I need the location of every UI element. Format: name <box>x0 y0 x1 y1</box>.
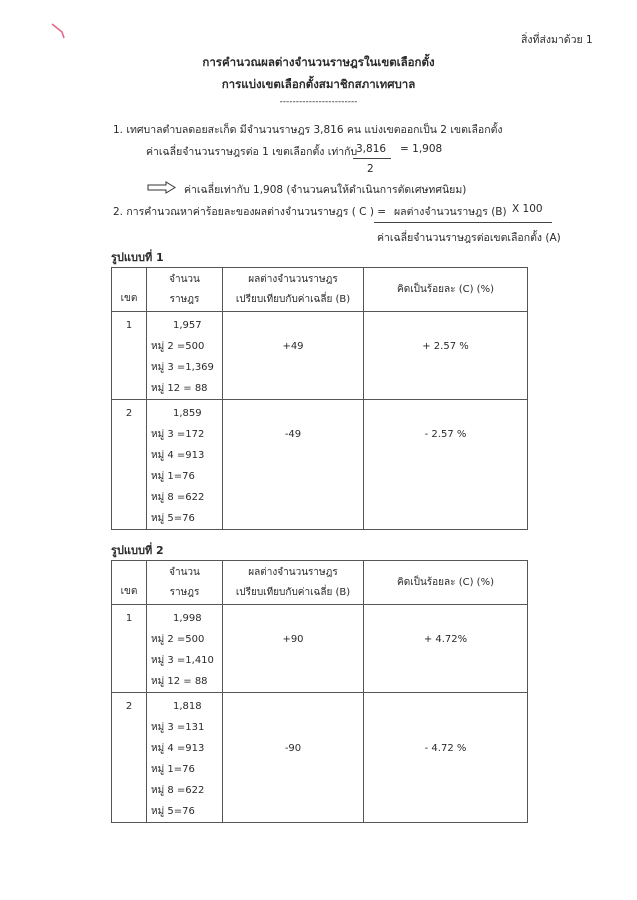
header-population-line2: ราษฎร <box>169 586 200 598</box>
attachment-label: สิ่งที่ส่งมาด้วย 1 <box>521 34 593 46</box>
population-total: 1,957 <box>173 320 202 331</box>
header-difference-line1: ผลต่างจำนวนราษฎร <box>248 566 338 578</box>
average-label: ค่าเฉลี่ยจำนวนราษฎรต่อ 1 เขตเลือกตั้ง เท่ากับ <box>146 146 358 158</box>
header-population-line1: จำนวน <box>169 273 200 285</box>
corner-mark-icon <box>50 22 68 40</box>
population-total: 1,818 <box>173 701 202 712</box>
model-2-label: รูปแบบที่ 2 <box>111 544 164 557</box>
calc-item-2: 2. การคำนวณหาค่าร้อยละของผลต่างจำนวนราษฎร ( C ) = <box>113 206 387 218</box>
header-percent: คิดเป็นร้อยละ (C) (%) <box>364 561 528 605</box>
zone-number: 2 <box>112 693 147 823</box>
header-zone: เขต <box>112 268 147 312</box>
village-count: หมู่ 3 =131 <box>151 722 205 733</box>
table-header-row <box>112 268 528 312</box>
header-difference-line2: เปรียบเทียบกับค่าเฉลี่ย (B) <box>235 293 351 305</box>
difference-value: -49 <box>223 400 364 530</box>
header-difference-line2: เปรียบเทียบกับค่าเฉลี่ย (B) <box>235 586 351 598</box>
model-2-table <box>111 560 528 823</box>
formula-multiplier: X 100 <box>512 203 543 215</box>
village-count: หมู่ 2 =500 <box>151 341 205 352</box>
village-count: หมู่ 3 =1,369 <box>151 362 214 373</box>
average-note: ค่าเฉลี่ยเท่ากับ 1,908 (จำนวนคนให้ดำเนินการตัดเศษทศนิยม) <box>184 184 467 196</box>
population-total: 1,998 <box>173 613 202 624</box>
village-count: หมู่ 8 =622 <box>151 492 205 503</box>
population-cell <box>147 693 223 823</box>
table-row <box>112 605 528 693</box>
header-difference <box>223 268 364 312</box>
header-zone: เขต <box>112 561 147 605</box>
difference-value: -90 <box>223 693 364 823</box>
population-total: 1,859 <box>173 408 202 419</box>
header-population <box>147 268 223 312</box>
average-fraction-line <box>353 158 391 159</box>
header-population-line2: ราษฎร <box>169 293 200 305</box>
village-count: หมู่ 8 =622 <box>151 785 205 796</box>
zone-number: 1 <box>112 312 147 400</box>
table-row <box>112 400 528 530</box>
table-row <box>112 693 528 823</box>
right-arrow-icon <box>147 181 177 194</box>
village-count: หมู่ 12 = 88 <box>151 383 208 394</box>
village-count: หมู่ 1=76 <box>151 471 195 482</box>
model-1-label: รูปแบบที่ 1 <box>111 251 164 264</box>
formula-denominator: ค่าเฉลี่ยจำนวนราษฎรต่อเขตเลือกตั้ง (A) <box>377 232 561 244</box>
page-title: การคำนวณผลต่างจำนวนราษฎรในเขตเลือกตั้ง <box>202 55 435 69</box>
average-result: = 1,908 <box>400 143 443 155</box>
percent-value: - 4.72 % <box>364 693 528 823</box>
percent-value: - 2.57 % <box>364 400 528 530</box>
village-count: หมู่ 4 =913 <box>151 743 205 754</box>
header-percent: คิดเป็นร้อยละ (C) (%) <box>364 268 528 312</box>
header-population <box>147 561 223 605</box>
header-population-line1: จำนวน <box>169 566 200 578</box>
formula-fraction-line <box>374 222 552 223</box>
village-count: หมู่ 1=76 <box>151 764 195 775</box>
difference-value: +90 <box>223 605 364 693</box>
percent-value: + 4.72% <box>364 605 528 693</box>
header-difference <box>223 561 364 605</box>
village-count: หมู่ 4 =913 <box>151 450 205 461</box>
population-cell <box>147 605 223 693</box>
title-divider: ------------------------ <box>279 97 358 107</box>
calc-item-1: 1. เทศบาลตำบลดอยสะเก็ด มีจำนวนราษฎร 3,816 คน แบ่งเขตออกเป็น 2 เขตเลือกตั้ง <box>113 124 503 136</box>
population-cell <box>147 400 223 530</box>
village-count: หมู่ 3 =1,410 <box>151 655 214 666</box>
difference-value: +49 <box>223 312 364 400</box>
average-numerator: 3,816 <box>356 143 387 155</box>
village-count: หมู่ 2 =500 <box>151 634 205 645</box>
percent-value: + 2.57 % <box>364 312 528 400</box>
model-1-table <box>111 267 528 530</box>
population-cell <box>147 312 223 400</box>
village-count: หมู่ 3 =172 <box>151 429 205 440</box>
zone-number: 1 <box>112 605 147 693</box>
table-row <box>112 312 528 400</box>
village-count: หมู่ 5=76 <box>151 513 195 524</box>
table-header-row <box>112 561 528 605</box>
formula-numerator: ผลต่างจำนวนราษฎร (B) <box>394 206 507 218</box>
header-difference-line1: ผลต่างจำนวนราษฎร <box>248 273 338 285</box>
village-count: หมู่ 12 = 88 <box>151 676 208 687</box>
zone-number: 2 <box>112 400 147 530</box>
village-count: หมู่ 5=76 <box>151 806 195 817</box>
average-denominator: 2 <box>367 163 374 175</box>
page-subtitle: การแบ่งเขตเลือกตั้งสมาชิกสภาเทศบาล <box>221 77 416 91</box>
